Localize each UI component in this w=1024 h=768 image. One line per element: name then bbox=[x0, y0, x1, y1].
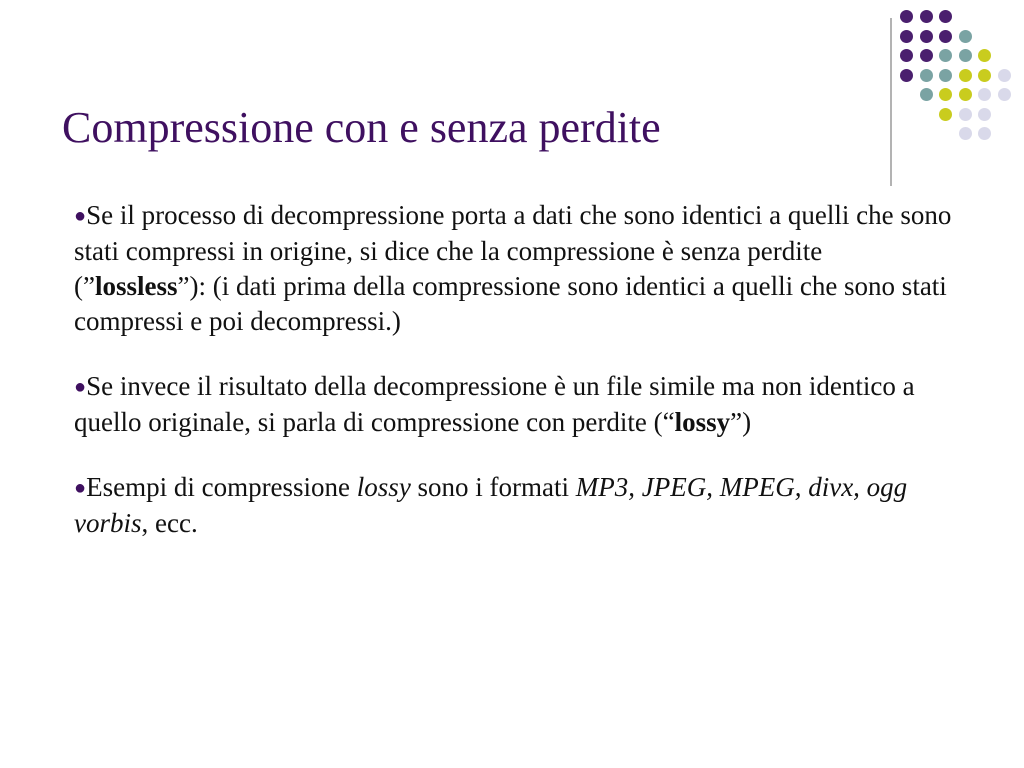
bullet-lossy bbox=[74, 369, 954, 440]
decorative-dot-icon bbox=[998, 88, 1011, 101]
decorative-dot-icon bbox=[900, 49, 913, 62]
decorative-dot-icon bbox=[920, 49, 933, 62]
bullet-dot-icon: ● bbox=[74, 477, 87, 499]
decorative-dot-icon bbox=[939, 69, 952, 82]
bullet-text: Esempi di compressione bbox=[86, 472, 357, 502]
bullet-text: Se invece il risultato della decompressione è un file simile ma non identico a quello originale, si parla di compressione con perdite (“ bbox=[74, 371, 915, 437]
decorative-dot-icon bbox=[900, 69, 913, 82]
bullet-term-lossy: lossy bbox=[674, 407, 731, 437]
decorative-dot-icon bbox=[978, 49, 991, 62]
decorative-dot-icon bbox=[939, 49, 952, 62]
divider-line bbox=[890, 18, 892, 186]
bullet-text: Se il processo di decompressione porta a dati che sono identici a quelli che sono stati compressi in origine, si dice che la compressione è senza perdite (” bbox=[74, 200, 952, 301]
decorative-dot-icon bbox=[998, 69, 1011, 82]
decorative-dot-icon bbox=[900, 10, 913, 23]
decorative-dot-icon bbox=[959, 49, 972, 62]
decorative-dot-icon bbox=[959, 127, 972, 140]
decorative-dot-icon bbox=[978, 69, 991, 82]
decorative-dot-icon bbox=[978, 127, 991, 140]
slide-body bbox=[74, 198, 954, 571]
decorative-dot-icon bbox=[939, 30, 952, 43]
decorative-dot-icon bbox=[959, 69, 972, 82]
bullet-text: ”): (i dati prima della compressione sono identici a quelli che sono stati compressi e poi decompressi.) bbox=[74, 271, 947, 336]
decorative-dot-icon bbox=[920, 69, 933, 82]
decorative-dot-icon bbox=[959, 30, 972, 43]
decorative-dot-icon bbox=[920, 30, 933, 43]
decorative-dot-icon bbox=[939, 108, 952, 121]
bullet-formats-list: MP3, JPEG, MPEG, divx, ogg vorbis bbox=[74, 472, 908, 538]
decorative-dot-icon bbox=[900, 30, 913, 43]
bullet-lossless bbox=[74, 198, 954, 339]
bullet-examples bbox=[74, 470, 954, 541]
decorative-dot-icon bbox=[920, 88, 933, 101]
decorative-dot-icon bbox=[939, 88, 952, 101]
slide-title: Compressione con e senza perdite bbox=[62, 103, 661, 152]
decorative-dot-grid bbox=[900, 10, 1024, 170]
bullet-text: , ecc. bbox=[141, 508, 198, 538]
bullet-text: ”) bbox=[730, 407, 752, 437]
bullet-term-lossy-italic: lossy bbox=[356, 472, 411, 502]
bullet-dot-icon: ● bbox=[74, 376, 87, 398]
decorative-dot-icon bbox=[959, 88, 972, 101]
decorative-dot-icon bbox=[920, 10, 933, 23]
bullet-text: sono i formati bbox=[410, 472, 576, 502]
decorative-dot-icon bbox=[978, 108, 991, 121]
decorative-dot-icon bbox=[939, 10, 952, 23]
bullet-term-lossless: lossless bbox=[94, 271, 178, 301]
decorative-dot-icon bbox=[959, 108, 972, 121]
bullet-dot-icon: ● bbox=[74, 205, 87, 227]
decorative-dot-icon bbox=[978, 88, 991, 101]
